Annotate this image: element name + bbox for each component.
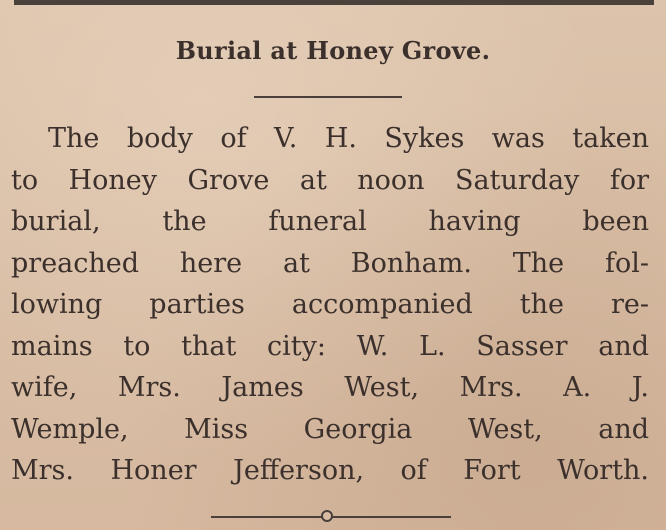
article-line: burial, the funeral having been (11, 206, 649, 237)
article-line: lowing parties accompanied the re- (11, 289, 649, 320)
article-line: preached here at Bonham. The fol- (11, 247, 649, 279)
article-line: to Honey Grove at noon Saturday for (11, 164, 649, 196)
article-headline: Burial at Honey Grove. (175, 36, 491, 65)
headline-divider (254, 96, 402, 98)
top-rule-divider (14, 0, 654, 5)
article-line: The body of V. H. Sykes was taken (48, 123, 649, 154)
article-line: Mrs. Honer Jefferson, of Fort Worth. (11, 455, 649, 486)
article-line: Wemple, Miss Georgia West, and (11, 413, 649, 445)
article-body (11, 118, 649, 492)
article-line: mains to that city: W. L. Sasser and (11, 330, 649, 362)
article-line: wife, Mrs. James West, Mrs. A. J. (11, 372, 649, 403)
end-of-article-ornament (321, 510, 333, 522)
